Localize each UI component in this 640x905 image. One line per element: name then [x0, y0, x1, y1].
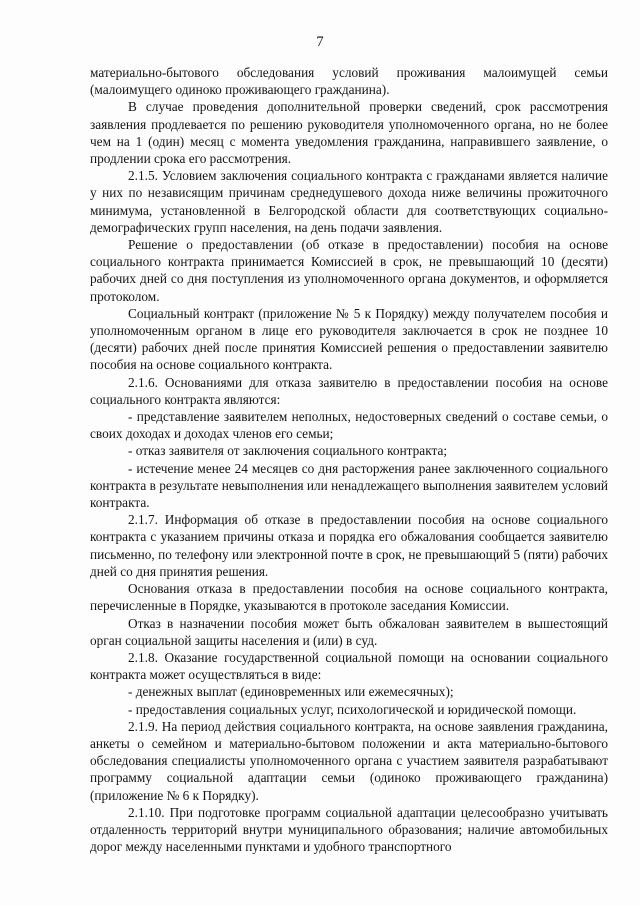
paragraph: - отказ заявителя от заключения социального контракта;: [128, 443, 448, 459]
paragraph: - истечение менее 24 месяцев со дня расторжения ранее заключенного социального контракта в результате невыполнения или ненадлежащего выполнения заявителем условий контракта.: [90, 460, 608, 511]
paragraph: Основания отказа в предоставлении пособия на основе социального контракта, перечисленные в Порядке, указываются в протоколе заседания Комиссии.: [90, 581, 608, 614]
paragraph: 2.1.5. Условием заключения социального контракта с гражданами является наличие у них по независящим причинам среднедушевого дохода ниже величины прожиточного минимума, установленной в Белгородской области для соответствующих социально-демографических групп населения, на день подачи заявления.: [90, 168, 608, 235]
paragraph: 2.1.6. Основаниями для отказа заявителю в предоставлении пособия на основе социального контракта являются:: [90, 374, 608, 407]
paragraph: Отказ в назначении пособия может быть обжалован заявителем в вышестоящий орган социальной защиты населения и (или) в суд.: [90, 615, 608, 648]
paragraph: - предоставления социальных услуг, психологической и юридической помощи.: [128, 701, 577, 717]
paragraph: Социальный контракт (приложение № 5 к Порядку) между получателем пособия и уполномоченным органом в лице его руководителя заключается в срок не позднее 10 (десяти) рабочих дней после принятия Комиссией решения о предоставлении заявителю пособия на основе социального контракта.: [90, 305, 608, 373]
paragraph: Решение о предоставлении (об отказе в предоставлении) пособия на основе социального контракта принимается Комиссией в срок, не превышающий 10 (десяти) рабочих дней со дня поступления из уполномоченного органа документов, и оформляется протоколом.: [90, 237, 608, 304]
paragraph: 2.1.9. На период действия социального контракта, на основе заявления гражданина, анкеты о семейном и материально-бытовом положении и акта материально-бытового обследования специалисты уполномоченного органа с участием заявителя разрабатывают программу социальной адаптации семьи (одиноко проживающего гражданина) (приложение № 6 к Порядку).: [90, 718, 608, 803]
document-body: [90, 64, 608, 855]
paragraph: 2.1.8. Оказание государственной социальной помощи на основании социального контракта может осуществляться в виде:: [90, 649, 608, 683]
page-number: 7: [316, 34, 324, 50]
paragraph: - представление заявителем неполных, недостоверных сведений о составе семьи, о своих доходах и доходах членов его семьи;: [90, 409, 608, 442]
paragraph: В случае проведения дополнительной проверки сведений, срок рассмотрения заявления продлевается по решению руководителя уполномоченного органа, но не более чем на 1 (один) месяц с момента уведомления гражданина, направившего заявление, о продлении срока его рассмотрения.: [90, 99, 608, 167]
paragraph: - денежных выплат (единовременных или ежемесячных);: [128, 684, 454, 700]
paragraph: материально-бытового обследования условий проживания малоимущей семьи (малоимущего одиноко проживающего гражданина).: [90, 65, 608, 98]
paragraph: 2.1.7. Информация об отказе в предоставлении пособия на основе социального контракта с указанием причины отказа и порядка его обжалования сообщается заявителю письменно, по телефону или электронной почте в срок, не превышающий 5 (пяти) рабочих дней со дня принятия решения.: [90, 512, 608, 579]
paragraph: 2.1.10. При подготовке программ социальной адаптации целесообразно учитывать отдаленность территорий внутри муниципального образования; наличие автомобильных дорог между населенными пунктами и удобного транспортного: [90, 804, 608, 855]
